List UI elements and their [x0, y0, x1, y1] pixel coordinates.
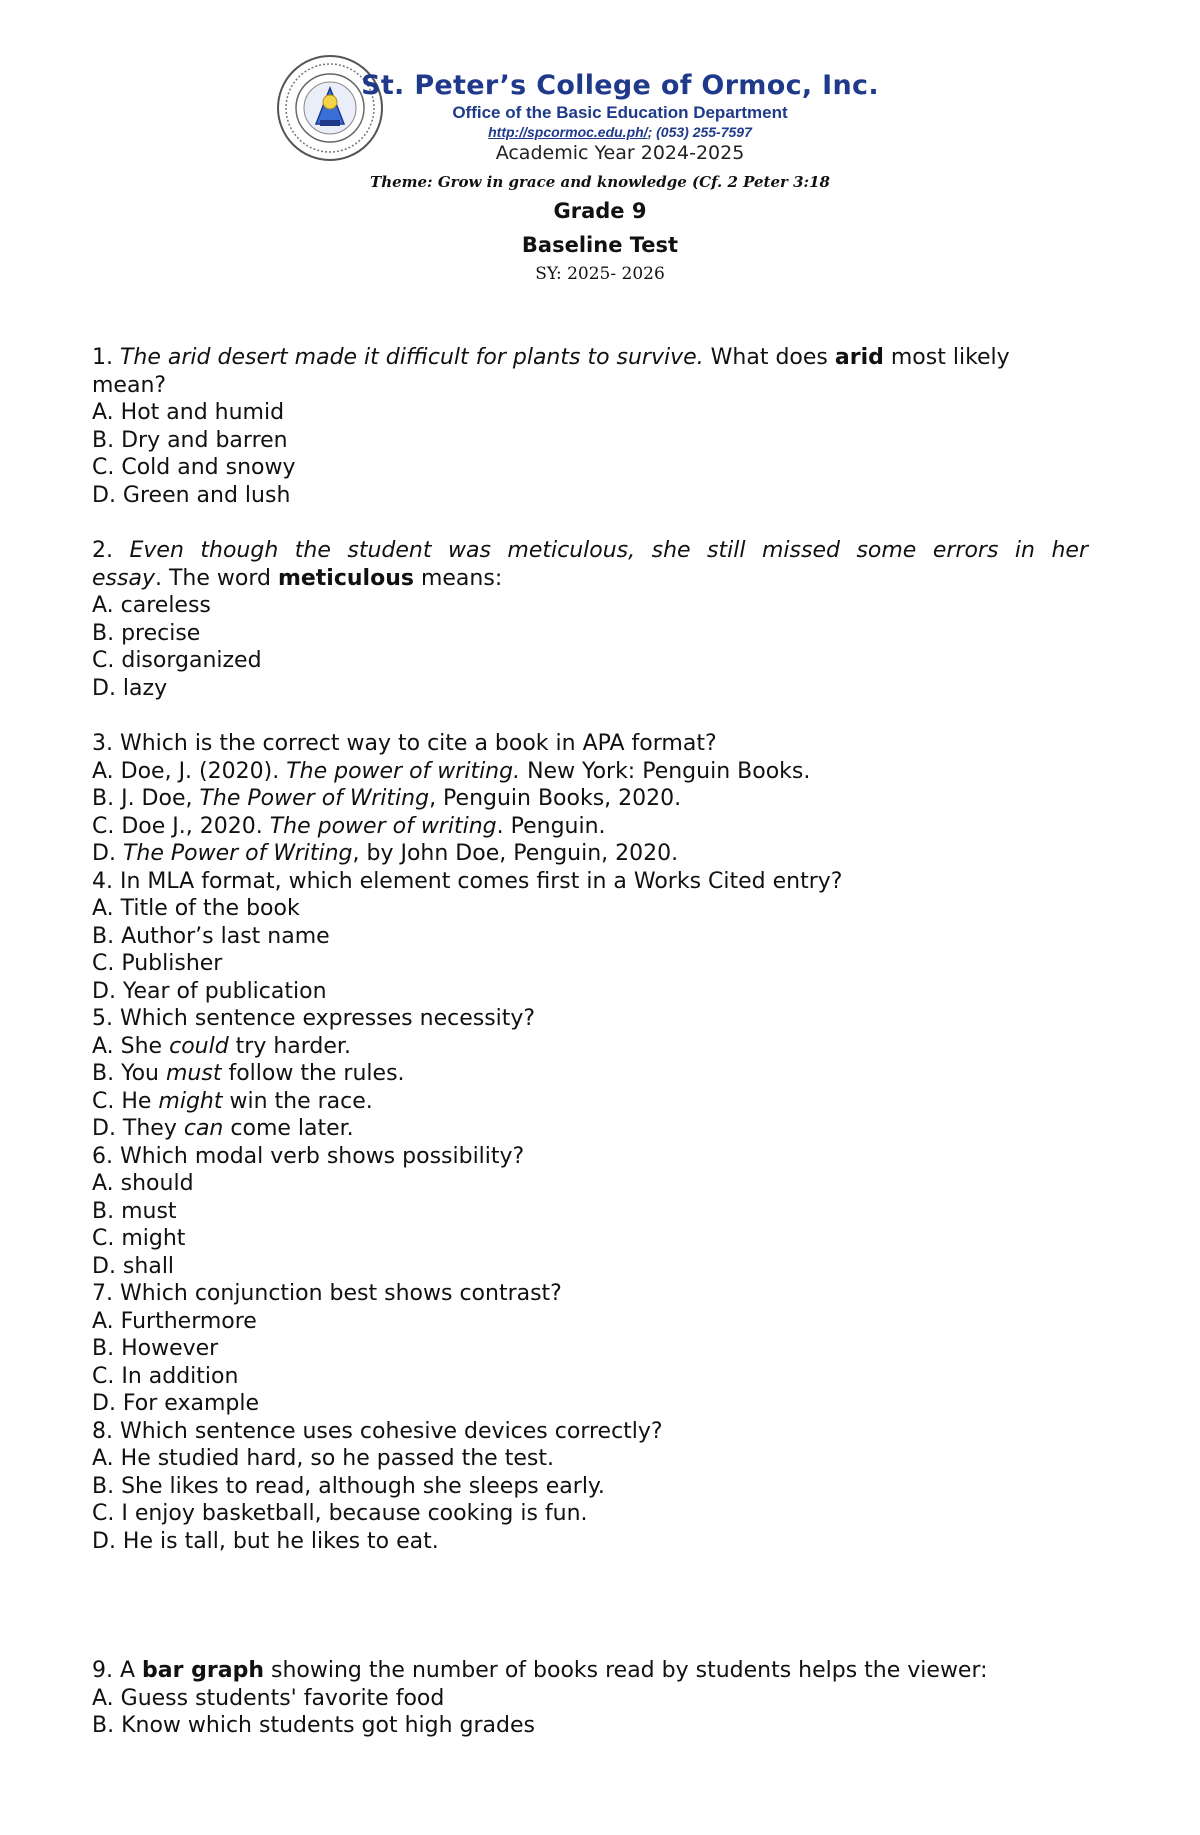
question-1-stem-cont: mean? [92, 373, 167, 398]
phone-number: ; (053) 255-7597 [647, 124, 752, 140]
q8-option-d: D. He is tall, but he likes to eat. [92, 1529, 439, 1554]
school-name: St. Peter’s College of Ormoc, Inc. [361, 70, 879, 101]
office-name: Office of the Basic Education Department [452, 103, 788, 122]
q5-option-d: D. They can come later. [92, 1116, 354, 1141]
q4-option-d: D. Year of publication [92, 979, 327, 1004]
academic-year: Academic Year 2024-2025 [495, 142, 745, 164]
q1-option-d: D. Green and lush [92, 483, 291, 508]
grade-level: Grade 9 [553, 199, 647, 223]
q7-option-d: D. For example [92, 1391, 259, 1416]
q1-option-c: C. Cold and snowy [92, 455, 296, 480]
contact-line [340, 124, 900, 140]
q6-option-a: A. should [92, 1171, 194, 1196]
question-6-stem: 6. Which modal verb shows possibility? [92, 1144, 525, 1169]
q7-option-a: A. Furthermore [92, 1309, 257, 1334]
q8-option-a: A. He studied hard, so he passed the test. [92, 1446, 554, 1471]
q1-option-b: B. Dry and barren [92, 428, 288, 453]
q4-option-b: B. Author’s last name [92, 924, 330, 949]
website-link[interactable]: http://spcormoc.edu.ph/ [488, 124, 648, 140]
q8-option-b: B. She likes to read, although she sleeps early. [92, 1474, 605, 1499]
q5-option-b: B. You must follow the rules. [92, 1061, 405, 1086]
q6-option-d: D. shall [92, 1254, 175, 1279]
q2-option-c: C. disorganized [92, 648, 262, 673]
q3-option-d: D. The Power of Writing, by John Doe, Penguin, 2020. [92, 841, 679, 866]
q3-option-c: C. Doe J., 2020. The power of writing. Penguin. [92, 814, 606, 839]
question-7-stem: 7. Which conjunction best shows contrast? [92, 1281, 562, 1306]
q1-option-a: A. Hot and humid [92, 400, 285, 425]
q3-option-a: A. Doe, J. (2020). The power of writing. New York: Penguin Books. [92, 759, 811, 784]
q2-option-d: D. lazy [92, 676, 168, 701]
question-8-stem: 8. Which sentence uses cohesive devices correctly? [92, 1419, 663, 1444]
question-4-stem: 4. In MLA format, which element comes first in a Works Cited entry? [92, 869, 843, 894]
question-5-stem: 5. Which sentence expresses necessity? [92, 1006, 536, 1031]
q6-option-c: C. might [92, 1226, 186, 1251]
question-3-stem: 3. Which is the correct way to cite a book in APA format? [92, 731, 717, 756]
test-title: Baseline Test [521, 233, 679, 257]
theme-line: Theme: Grow in grace and knowledge (Cf. 2 Peter 3:18 [370, 173, 830, 191]
question-1-stem: 1. The arid desert made it difficult for plants to survive. What does arid most likely [92, 345, 1010, 370]
question-2-stem: 2. Even though the student was meticulous, she still missed some errors in her [92, 538, 1089, 563]
q2-option-b: B. precise [92, 621, 201, 646]
q3-option-b: B. J. Doe, The Power of Writing, Penguin Books, 2020. [92, 786, 682, 811]
q4-option-a: A. Title of the book [92, 896, 300, 921]
school-year: SY: 2025- 2026 [535, 264, 665, 284]
q9-option-b: B. Know which students got high grades [92, 1713, 535, 1738]
question-9-stem: 9. A bar graph showing the number of books read by students helps the viewer: [92, 1658, 988, 1683]
q6-option-b: B. must [92, 1199, 177, 1224]
q8-option-c: C. I enjoy basketball, because cooking is fun. [92, 1501, 588, 1526]
q7-option-c: C. In addition [92, 1364, 239, 1389]
q4-option-c: C. Publisher [92, 951, 223, 976]
q2-option-a: A. careless [92, 593, 211, 618]
q7-option-b: B. However [92, 1336, 219, 1361]
question-2-stem-cont: essay. The word meticulous means: [92, 566, 503, 591]
q9-option-a: A. Guess students' favorite food [92, 1686, 445, 1711]
q5-option-c: C. He might win the race. [92, 1089, 373, 1114]
q5-option-a: A. She could try harder. [92, 1034, 351, 1059]
